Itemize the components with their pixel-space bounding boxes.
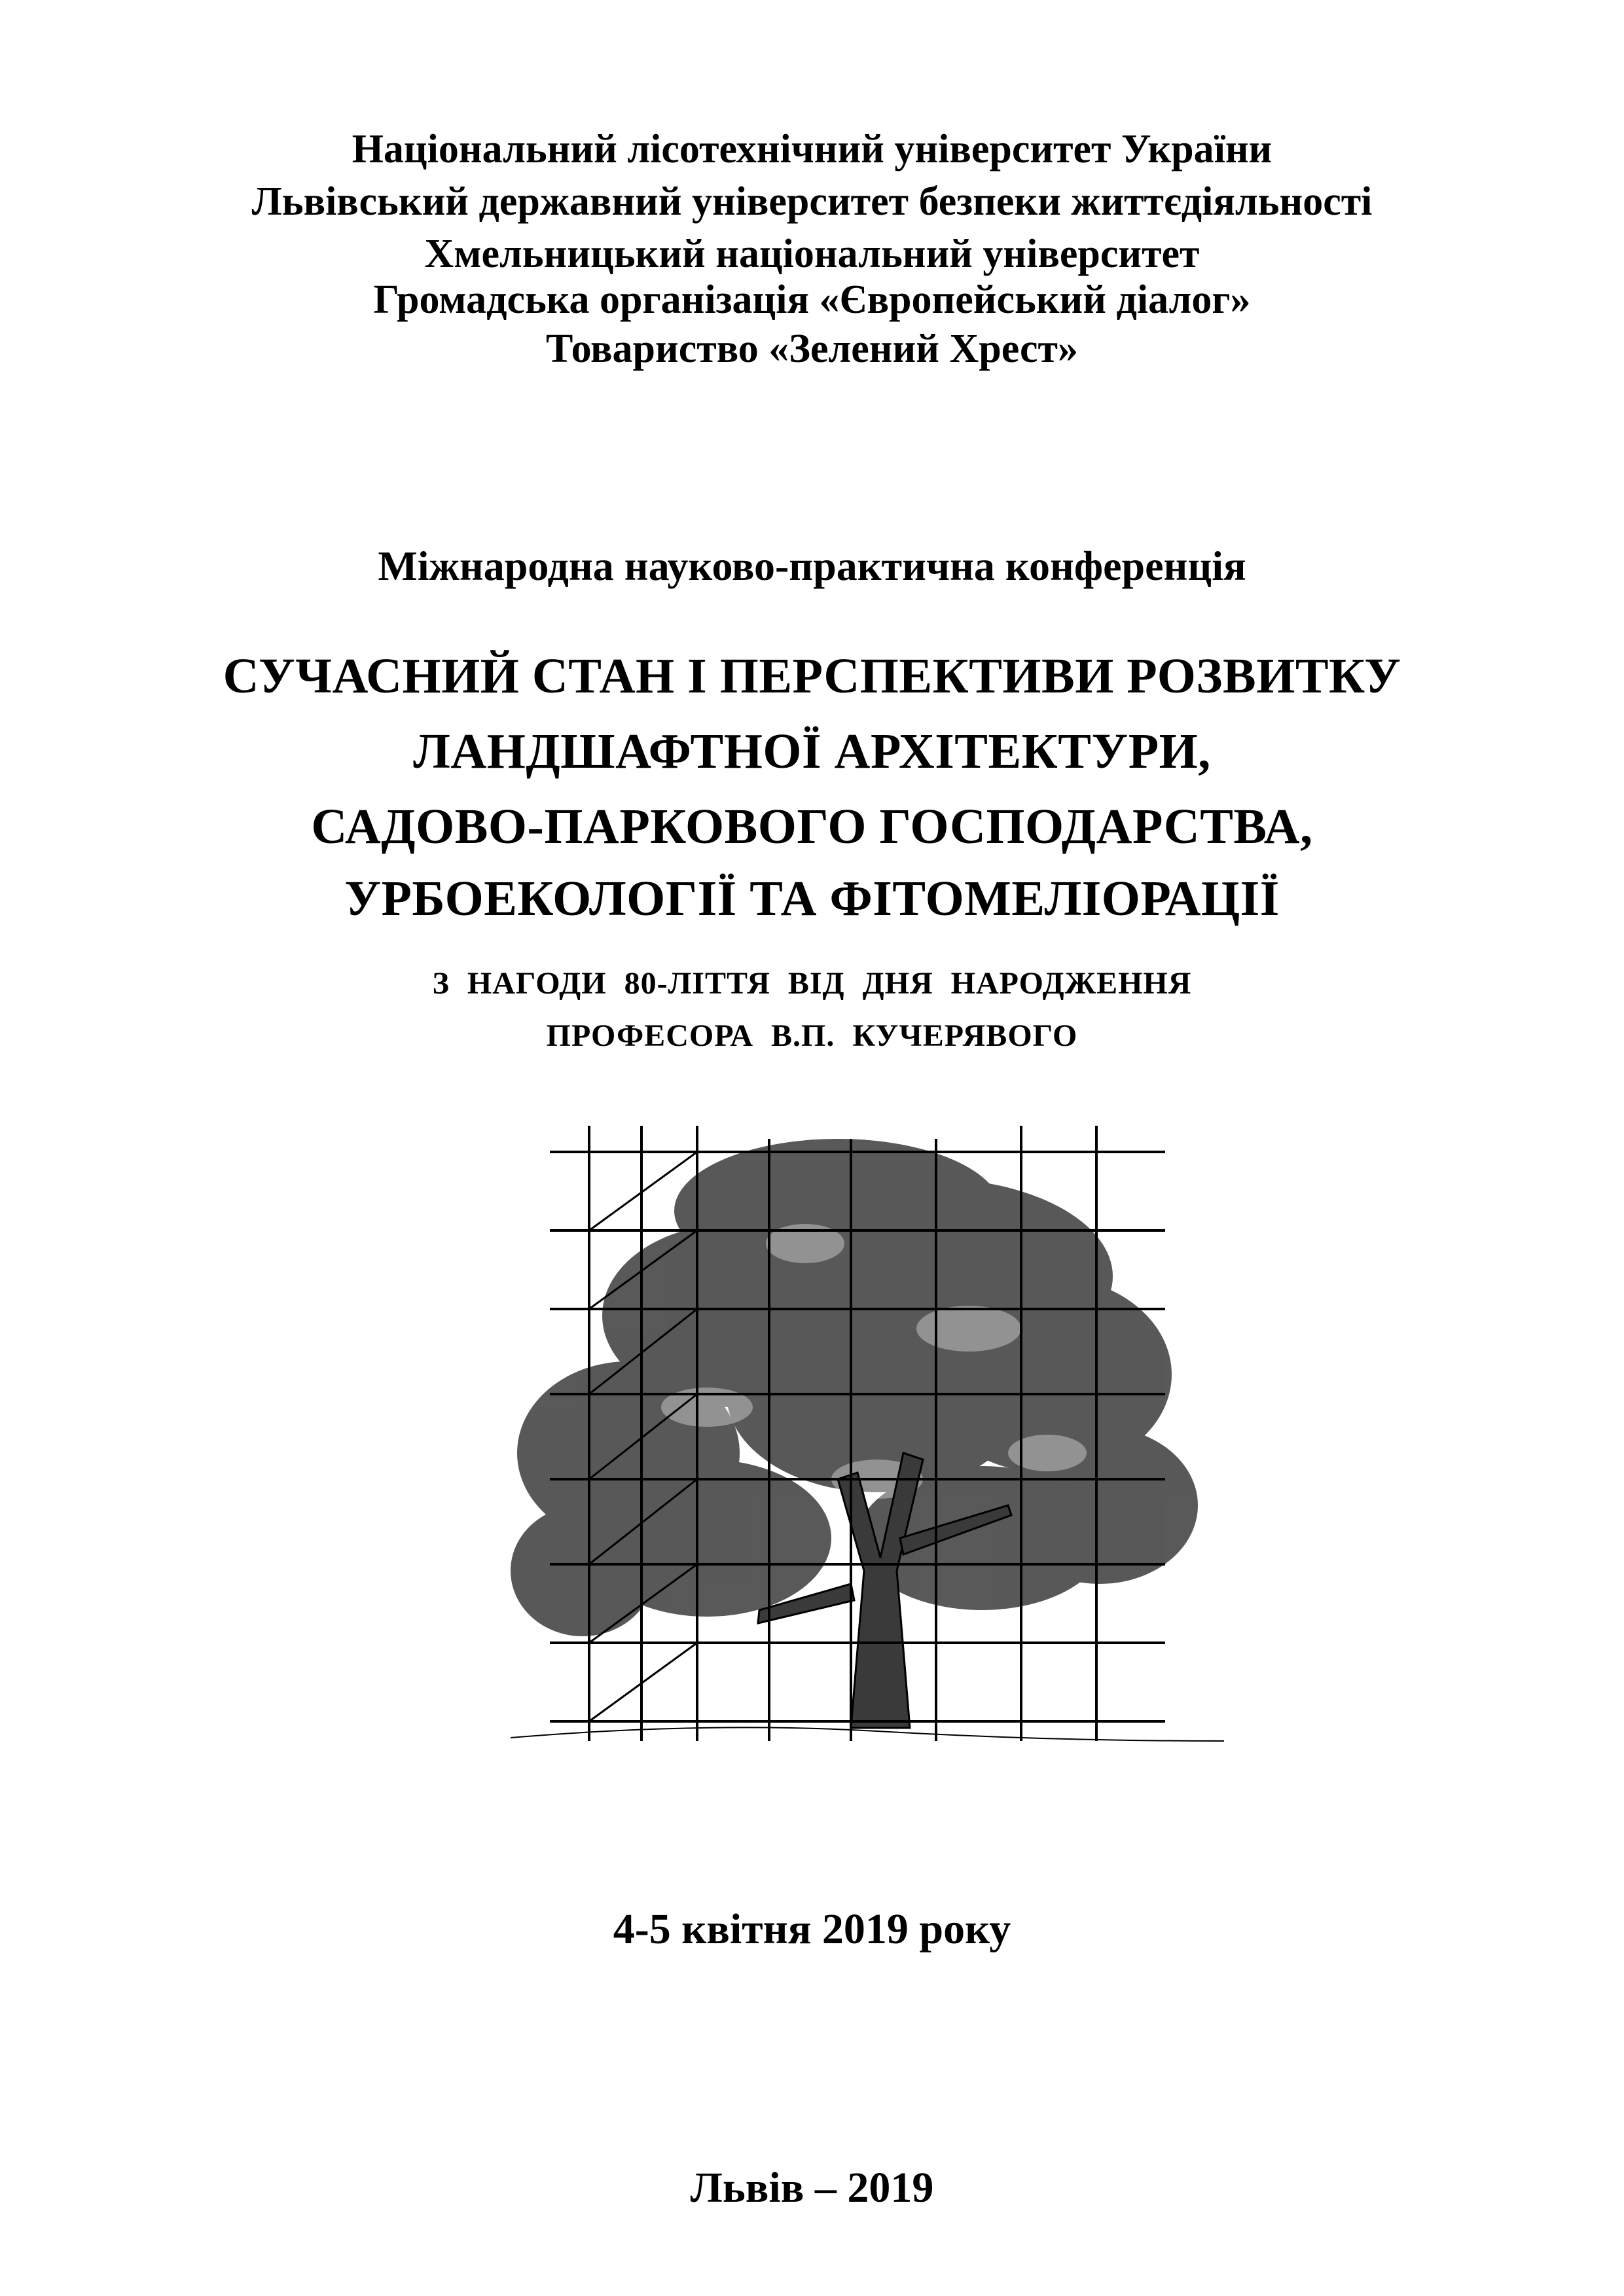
title-line-4: УРБОЕКОЛОГІЇ ТА ФІТОМЕЛІОРАЦІЇ bbox=[344, 871, 1280, 926]
ground bbox=[511, 1727, 1224, 1741]
organizer-1: Національний лісотехнічний університет України bbox=[352, 127, 1272, 171]
title-line-2: ЛАНДШАФТНОЇ АРХІТЕКТУРИ, bbox=[413, 724, 1211, 779]
organizer-3: Хмельницький національний університет bbox=[424, 232, 1200, 276]
conference-type: Міжнародна науково-практична конференція bbox=[378, 543, 1246, 589]
place-year: Львів – 2019 bbox=[690, 2164, 934, 2212]
organizer-4: Громадська організація «Європейський діалог» bbox=[373, 278, 1251, 322]
organizer-2: Львівський державний університет безпеки життєдіяльності bbox=[251, 179, 1373, 224]
dedication-line-2: ПРОФЕСОРА В.П. КУЧЕРЯВОГО bbox=[546, 1018, 1078, 1053]
organizer-5: Товариство «Зелений Хрест» bbox=[546, 327, 1078, 371]
title-line-3: САДОВО-ПАРКОВОГО ГОСПОДАРСТВА, bbox=[311, 799, 1313, 854]
title-line-1: СУЧАСНИЙ СТАН І ПЕРСПЕКТИВИ РОЗВИТКУ bbox=[223, 649, 1401, 704]
tree-scaffold-illustration bbox=[511, 1113, 1224, 1767]
dedication-line-1: З НАГОДИ 80-ЛІТТЯ ВІД ДНЯ НАРОДЖЕННЯ bbox=[432, 966, 1192, 1001]
conference-date: 4-5 квітня 2019 року bbox=[613, 1905, 1011, 1953]
